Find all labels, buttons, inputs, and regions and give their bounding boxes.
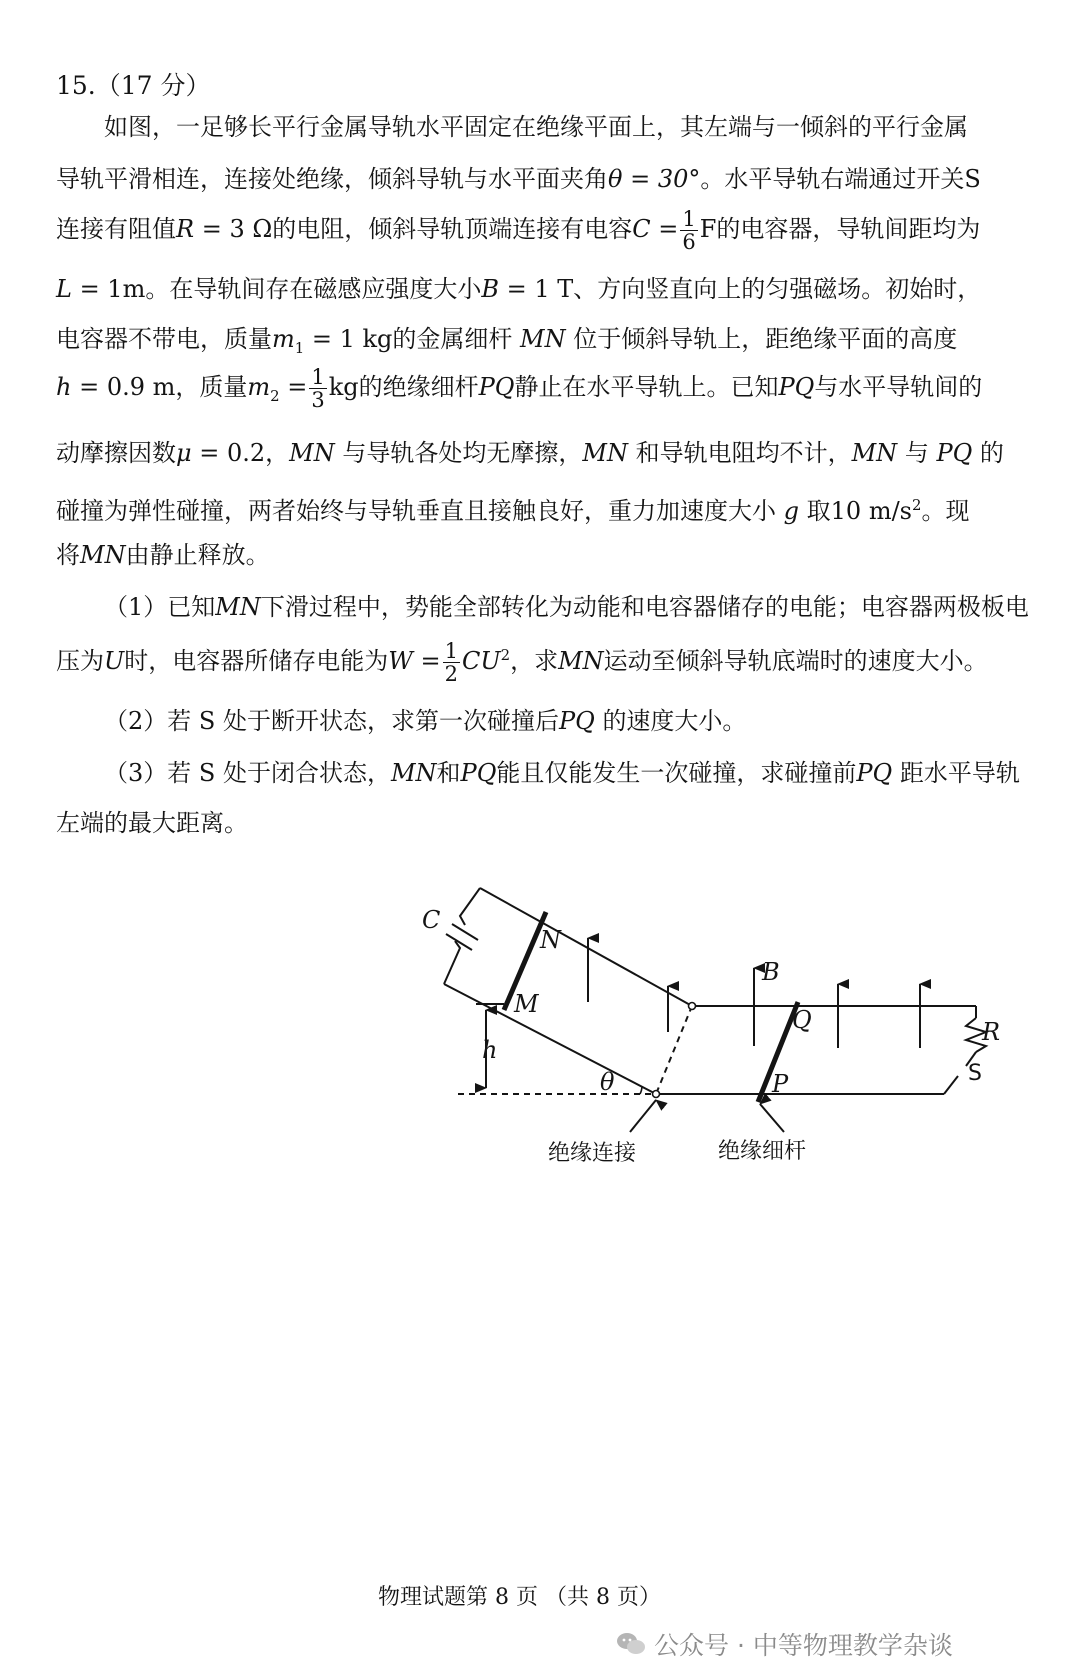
capacitor-wire-lower <box>444 941 460 984</box>
subquestion-3-line-1: （3）若 S 处于闭合状态，MN和PQ能且仅能发生一次碰撞，求碰撞前PQ 距水平导轨 <box>104 759 1020 787</box>
question-points: （17 分） <box>95 71 211 100</box>
label-theta: θ <box>600 1068 615 1096</box>
incline-rail-lower <box>444 984 656 1094</box>
caption-insulated-connection: 绝缘连接 <box>548 1141 637 1166</box>
label-m: M <box>514 990 539 1018</box>
problem-line-2: 导轨平滑相连，连接处绝缘，倾斜导轨与水平面夹角θ = 30°。水平导轨右端通过开关S <box>56 165 981 193</box>
wechat-icon <box>616 1631 646 1657</box>
capacitor-wire-upper <box>460 888 480 925</box>
subquestion-2: （2）若 S 处于断开状态，求第一次碰撞后PQ 的速度大小。 <box>104 707 747 735</box>
label-q: Q <box>792 1006 812 1034</box>
problem-line-8: 碰撞为弹性碰撞，两者始终与导轨垂直且接触良好，重力加速度大小 g 取10 $m/s^2$。现 <box>56 496 970 525</box>
label-n: N <box>540 926 561 954</box>
label-c: C <box>422 906 441 934</box>
capacitance-fraction: $\frac{1}{6}$ <box>682 207 696 255</box>
problem-line-6: h = 0.9 m，质量$m_2$ = $\frac{1}{3}$ kg的绝缘细杆PQ静止在水平导轨上。已知PQ与水平导轨间的 <box>56 364 983 412</box>
energy-fraction: $\frac{1}{2}$ <box>444 638 459 686</box>
problem-line-3: 连接有阻值R = 3 Ω的电阻，倾斜导轨顶端连接有电容C = $\frac{1}{6}$ F的电容器，导轨间距均为 <box>56 207 981 255</box>
problem-line-7: 动摩擦因数μ = 0.2，MN 与导轨各处均无摩擦，MN 和导轨电阻均不计，MN 与 PQ 的 <box>56 439 1004 467</box>
mass-fraction: $\frac{1}{3}$ <box>311 364 325 412</box>
subquestion-3-line-2: 左端的最大距离。 <box>56 809 248 837</box>
insulated-rod-pointer <box>760 1104 784 1132</box>
problem-line-4: L = 1m。在导轨间存在磁感应强度大小B = 1 T、方向竖直向上的匀强磁场。初始时， <box>56 275 982 303</box>
incline-joint-lower <box>653 1091 660 1098</box>
capacitor-plate-1 <box>452 924 478 940</box>
label-p: P <box>772 1070 789 1098</box>
insulated-connection <box>656 1006 692 1094</box>
incline-joint-upper <box>689 1003 696 1010</box>
caption-insulated-rod: 绝缘细杆 <box>718 1139 807 1164</box>
problem-line-1: 如图，一足够长平行金属导轨水平固定在绝缘平面上，其左端与一倾斜的平行金属 <box>104 113 968 141</box>
label-h: h <box>482 1036 498 1064</box>
watermark-text: 公众号 · 中等物理教学杂谈 <box>654 1631 953 1660</box>
insulated-connection-pointer <box>630 1100 656 1132</box>
watermark <box>616 1626 953 1662</box>
question-number: 15. <box>56 71 96 100</box>
label-s: S <box>968 1061 982 1086</box>
page-footer: 物理试题第 8 页 （共 8 页） <box>378 1585 661 1610</box>
switch-wire-bottom <box>944 1076 958 1094</box>
problem-line-9: 将MN由静止释放。 <box>56 541 270 569</box>
problem-line-5: 电容器不带电，质量$m_1 = 1$ kg的金属细杆 MN 位于倾斜导轨上，距绝缘平面的高度 <box>56 325 958 357</box>
subquestion-1-line-2: 压为U时，电容器所储存电能为W = $\frac{1}{2}$ $CU^2$，求MN运动至倾斜导轨底端时的速度大小。 <box>56 638 988 686</box>
subquestion-1-line-1: （1）已知MN下滑过程中，势能全部转化为动能和电容器储存的电能；电容器两极板电 <box>104 593 1029 621</box>
label-r: R <box>982 1018 1001 1046</box>
label-b: B <box>762 958 780 986</box>
